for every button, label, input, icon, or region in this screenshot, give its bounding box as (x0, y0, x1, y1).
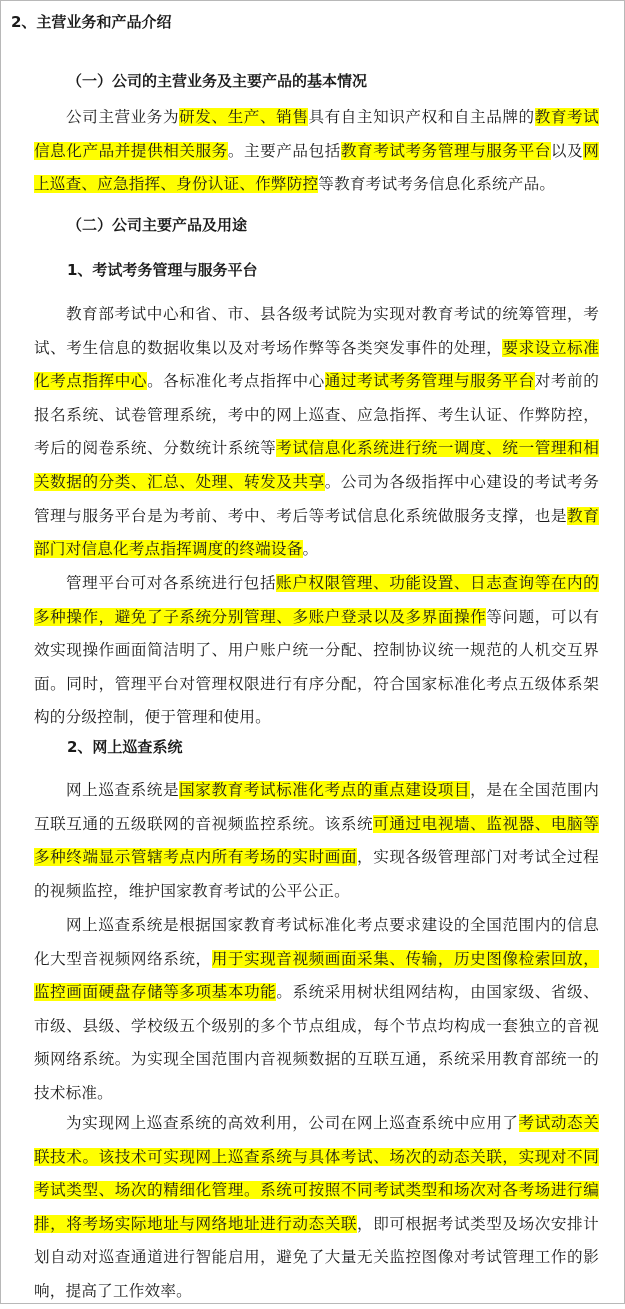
highlighted-text: 国家教育考试标准化考点的重点建设项目 (179, 781, 471, 799)
heading-basic-overview: （一）公司的主营业务及主要产品的基本情况 (67, 72, 368, 90)
highlighted-text: 要求设立标准化考点指挥中心 (34, 338, 599, 391)
highlighted-text: 教育部门对信息化考点指挥调度的终端设备 (34, 506, 599, 559)
paragraph-patrol-overview (34, 774, 599, 908)
highlighted-text: 可通过电视墙、监视器、电脑等多种终端显示管辖考点内所有考场的实时画面 (34, 814, 599, 867)
body-text: 管理平台可对各系统进行包括 (66, 574, 277, 592)
body-text: 。系统采用树状组网结构，由国家级、省级、市级、县级、学校级五个级别的多个节点组成，每个节点均构成一套独立的音视频网络系统。为实现全国范围内音视频数据的互联互通，系统采用教育部统一的技术标准。 (34, 983, 599, 1102)
highlighted-text: 考试动态关联技术。该技术可实现网上巡查系统与具体考试、场次的动态关联，实现对不同考试类型、场次的精细化管理。系统可按照不同考试类型和场次对各考场进行编排，将考场实际地址与网络地址进行动态关联 (34, 1114, 599, 1233)
heading-products-usage: （二）公司主要产品及用途 (67, 216, 248, 234)
highlighted-text: 教育考试考务管理与服务平台 (340, 141, 551, 160)
body-text: 网上巡查系统是根据国家教育考试标准化考点要求建设的全国范围内的信息化大型音视频网络系统， (34, 916, 599, 968)
body-text: ，实现各级管理部门对考试全过程的视频监控，维护国家教育考试的公平公正。 (34, 848, 599, 900)
paragraph-platform-operations (34, 567, 599, 735)
paragraph-dynamic-association (34, 1107, 599, 1309)
body-text: 为实现网上巡查系统的高效利用，公司在网上巡查系统中应用了 (66, 1114, 519, 1132)
body-text: 网上巡查系统是 (66, 781, 180, 799)
heading-exam-platform: 1、考试考务管理与服务平台 (67, 261, 258, 279)
body-text: 以及 (550, 141, 584, 160)
body-text: 。公司为各级指挥中心建设的考试考务管理与服务平台是为考前、考中、考后等考试信息化系统做服务支撑，也是 (34, 472, 599, 525)
body-text: 等问题，可以有效实现操作画面简洁明了、用户账户统一分配、控制协议统一规范的人机交互界面。同时，管理平台对管理权限进行有序分配，符合国家标准化考点五级体系架构的分级控制，便于管理和使用。 (34, 607, 599, 727)
body-text: 对考前的报名系统、试卷管理系统，考中的网上巡查、应急指挥、考生认证、作弊防控，考后的阅卷系统、分数统计系统等 (34, 372, 600, 458)
body-text: 等教育考试考务信息化系统产品。 (318, 175, 556, 194)
body-text: 。各标准化考点指挥中心 (147, 372, 325, 391)
body-text: ，即可根据考试类型及场次安排计划自动对巡查通道进行智能启用，避免了大量无关监控图像对考试管理工作的影响，提高了工作效率。 (34, 1214, 599, 1300)
body-text: 教育部考试中心和省、市、县各级考试院为实现对教育考试的统筹管理，考试、考生信息的数据收集以及对考场作弊等各类突发事件的处理， (34, 305, 599, 357)
body-text: 具有自主知识产权和自主品牌的 (308, 108, 535, 126)
body-text: 。 (302, 540, 319, 559)
paragraph-patrol-network (34, 909, 599, 1111)
body-text: 。主要产品包括 (227, 141, 341, 160)
body-text: ，是在全国范围内互联互通的五级联网的音视频监控系统。该系统 (34, 781, 599, 833)
highlighted-text: 用于实现音视频画面采集、传输，历史图像检索回放，监控画面硬盘存储等多项基本功能 (34, 949, 599, 1002)
paragraph-main-business (34, 101, 599, 202)
paragraph-platform-description (34, 298, 599, 567)
highlighted-text: 网上巡查、应急指挥、身份认证、作弊防控 (34, 141, 599, 194)
highlighted-text: 账户权限管理、功能设置、日志查询等在内的多种操作，避免了子系统分别管理、多账户登录以及多界面操作 (34, 574, 599, 626)
highlighted-text: 考试信息化系统进行统一调度、统一管理和相关数据的分类、汇总、处理、转发及共享 (34, 439, 599, 491)
section-title: 2、主营业务和产品介绍 (11, 13, 172, 31)
highlighted-text: 通过考试考务管理与服务平台 (324, 372, 535, 391)
highlighted-text: 教育考试信息化产品并提供相关服务 (34, 108, 599, 160)
body-text: 公司主营业务为 (66, 108, 180, 126)
highlighted-text: 研发、生产、销售 (179, 108, 309, 126)
heading-online-patrol: 2、网上巡查系统 (67, 738, 183, 756)
